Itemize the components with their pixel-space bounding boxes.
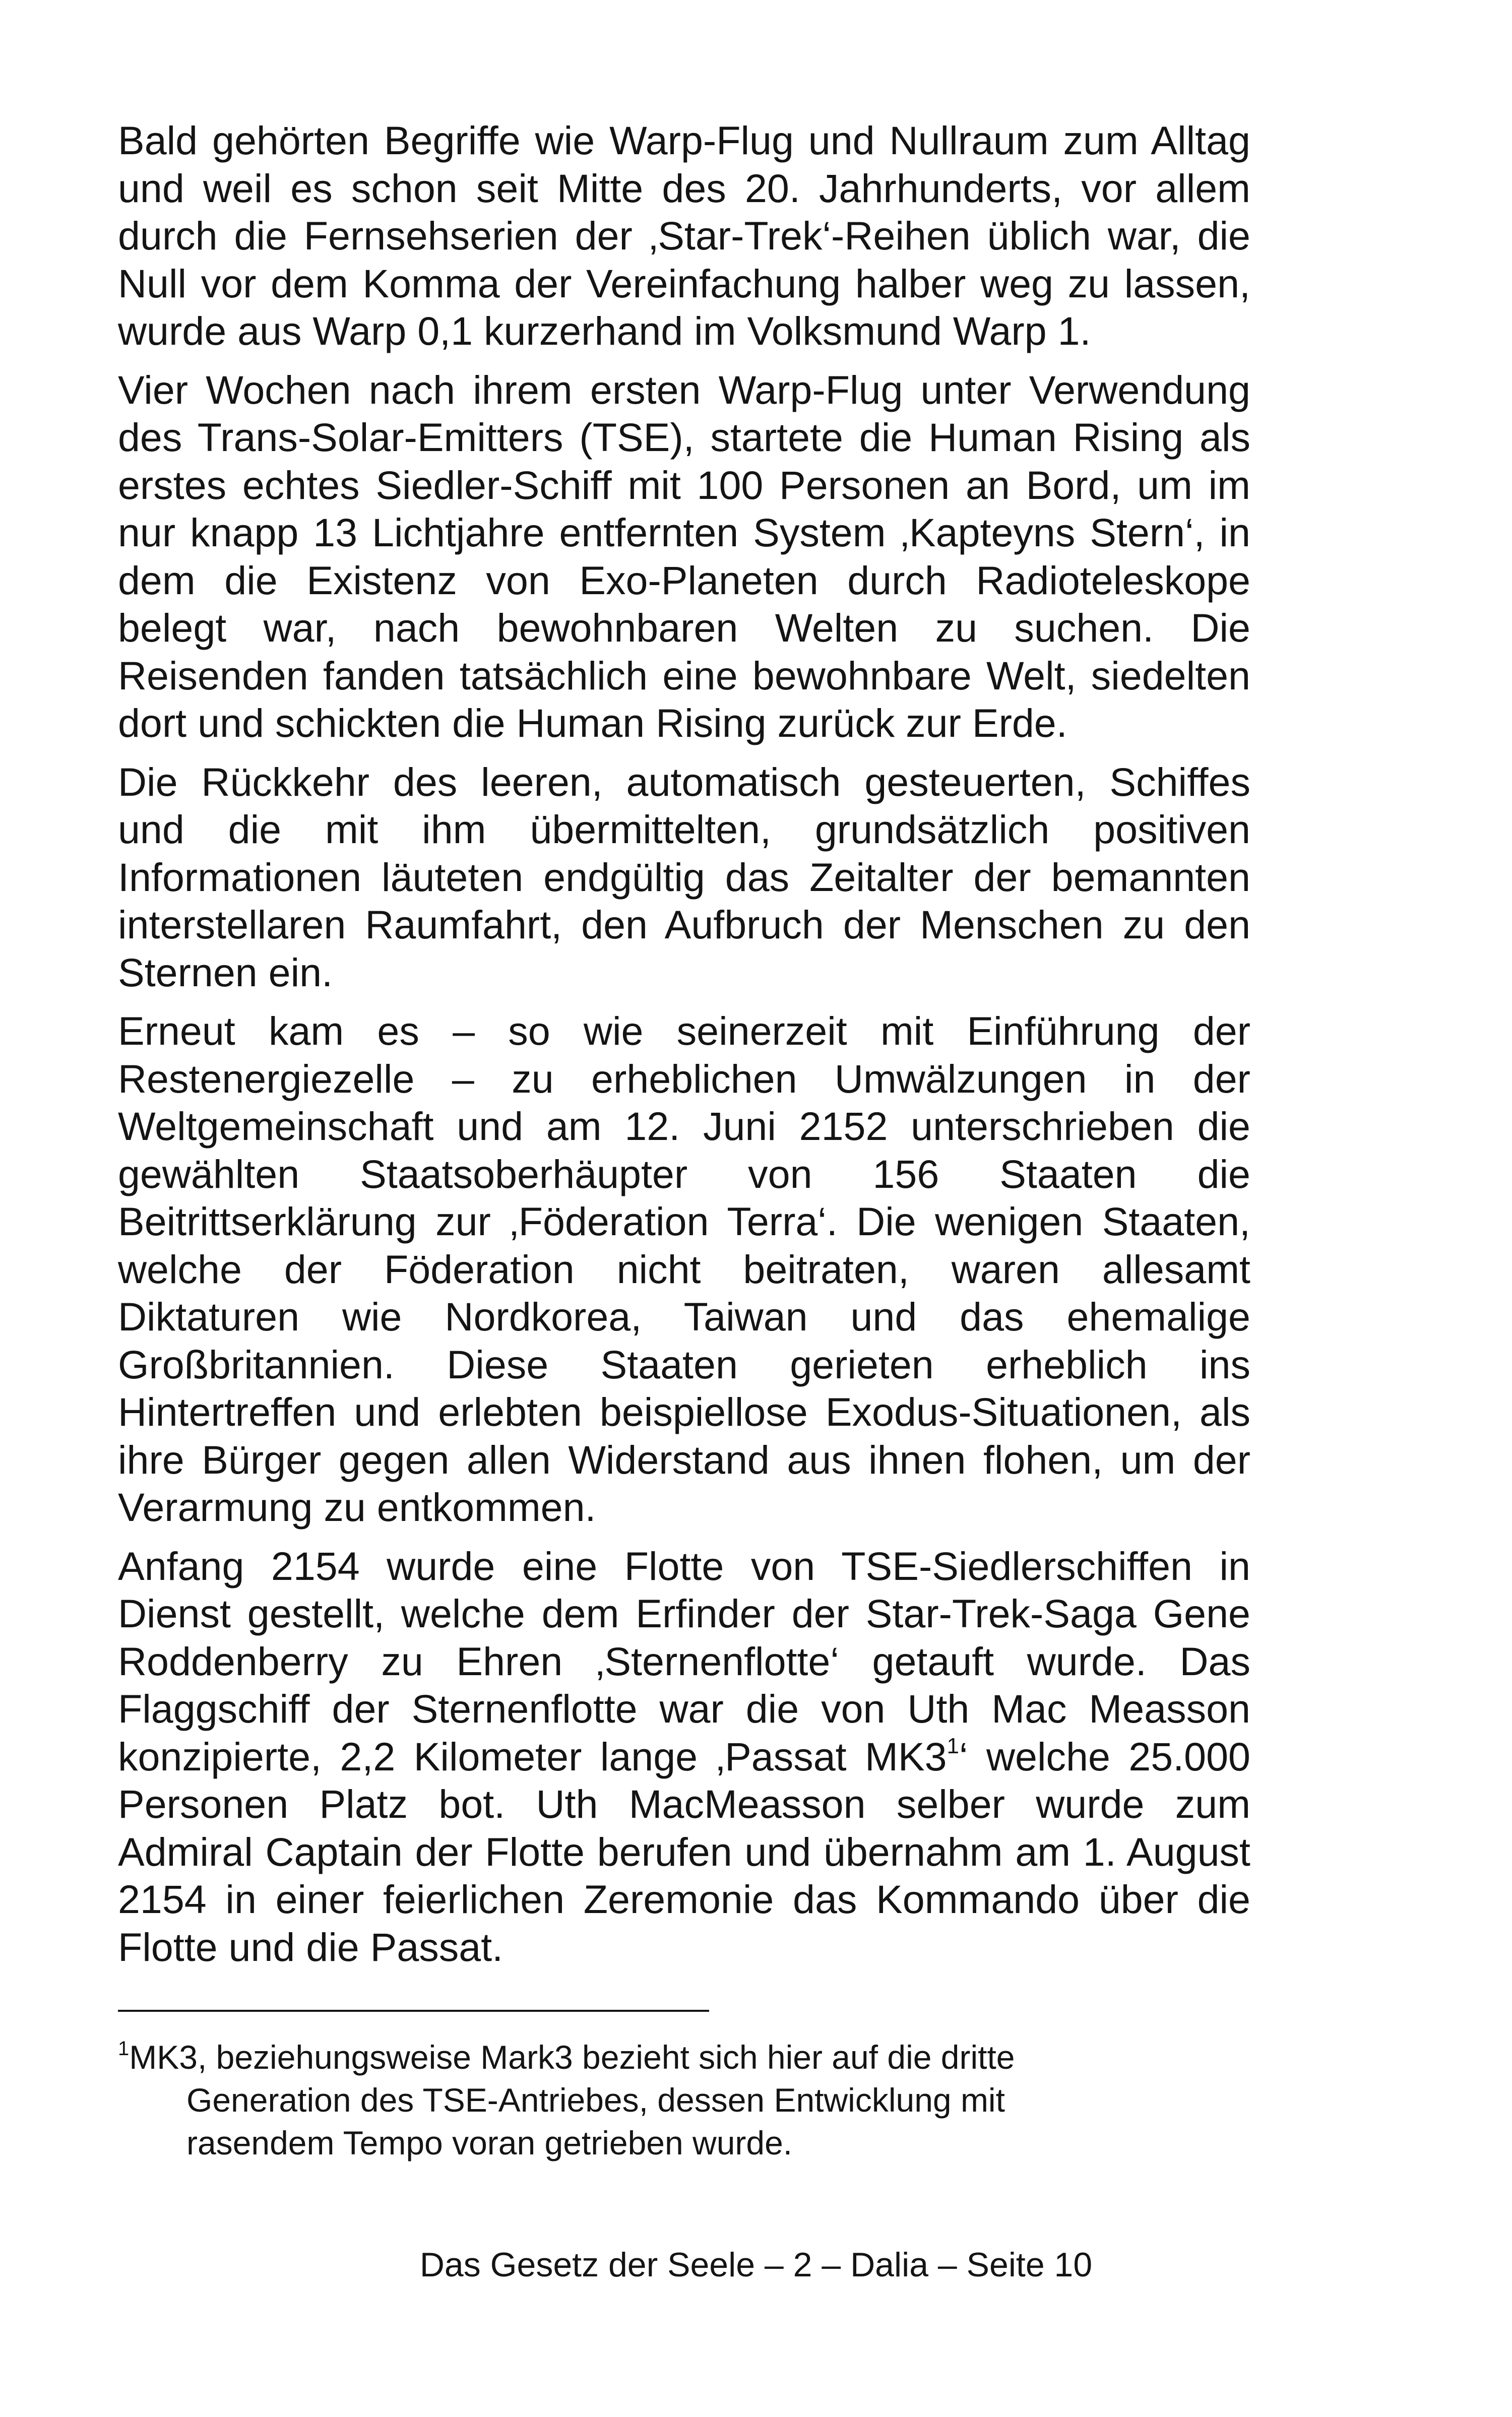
footnote-text: MK3, beziehungsweise Mark3 bezieht sich hier auf die dritte Generation des TSE-Antriebes, dessen Entwicklung mit rasendem Tempo voran getrieben wurde. xyxy=(129,2039,1015,2161)
footnote xyxy=(118,2036,1151,2165)
paragraph-5-text-b: ‘ welche 25.000 Personen Platz bot. Uth MacMeasson selber wurde zum Admiral Captain der Flotte berufen und übernahm am 1. August 2154 in einer feierlichen Zeremonie das Kommando über die Flotte und die Passat. xyxy=(118,1734,1250,1969)
footnote-separator xyxy=(118,2010,709,2012)
paragraph-4: Erneut kam es – so wie seinerzeit mit Einführung der Restenergiezelle – zu erheblichen Umwälzungen in der Weltgemeinschaft und am 12. Juni 2152 unterschrieben die gewählten Staatsoberhäupter von 156 Staaten die Beitrittserklärung zur ‚Föderation Terra‘. Die wenigen Staaten, welche der Föderation nicht beitraten, waren allesamt Diktaturen wie Nordkorea, Taiwan und das ehemalige Großbritannien. Diese Staaten gerieten erheblich ins Hintertreffen und erlebten beispiellose Exodus-Situationen, als ihre Bürger gegen allen Widerstand aus ihnen flohen, um der Verarmung zu entkommen. xyxy=(118,1008,1250,1530)
footnote-reference[interactable]: 1 xyxy=(947,1734,959,1759)
footnote-mark: 1 xyxy=(118,2038,130,2060)
body-text xyxy=(118,117,1250,1982)
paragraph-1: Bald gehörten Begriffe wie Warp-Flug und Nullraum zum Alltag und weil es schon seit Mitte des 20. Jahrhunderts, vor allem durch die Fernsehserien der ‚Star-Trek‘-Reihen üblich war, die Null vor dem Komma der Vereinfachung halber weg zu lassen, wurde aus Warp 0,1 kurzerhand im Volksmund Warp 1. xyxy=(118,118,1250,353)
paragraph-5-text-a: Anfang 2154 wurde eine Flotte von TSE-Siedlerschiffen in Dienst gestellt, welche dem Erfinder der Star-Trek-Saga Gene Roddenberry zu Ehren ‚Sternenflotte‘ getauft wurde. Das Flaggschiff der Sternenflotte war die von Uth Mac Measson konzipierte, 2,2 Kilometer lange ‚Passat MK3 xyxy=(118,1543,1250,1779)
paragraph-3: Die Rückkehr des leeren, automatisch gesteuerten, Schiffes und die mit ihm übermittelten, grundsätzlich positiven Informationen läuteten endgültig das Zeitalter der bemannten interstellaren Raumfahrt, den Aufbruch der Menschen zu den Sternen ein. xyxy=(118,759,1250,995)
paragraph-2: Vier Wochen nach ihrem ersten Warp-Flug unter Verwendung des Trans-Solar-Emitters (TSE), startete die Human Rising als erstes echtes Siedler-Schiff mit 100 Personen an Bord, um im nur knapp 13 Lichtjahre entfernten System ‚Kapteyns Stern‘, in dem die Existenz von Exo-Planeten durch Radioteleskope belegt war, nach bewohnbaren Welten zu suchen. Die Reisenden fanden tatsächlich eine bewohnbare Welt, siedelten dort und schickten die Human Rising zurück zur Erde. xyxy=(118,367,1250,745)
paragraph-5 xyxy=(118,1543,1250,1971)
page-footer: Das Gesetz der Seele – 2 – Dalia – Seite 10 xyxy=(419,2246,1093,2284)
